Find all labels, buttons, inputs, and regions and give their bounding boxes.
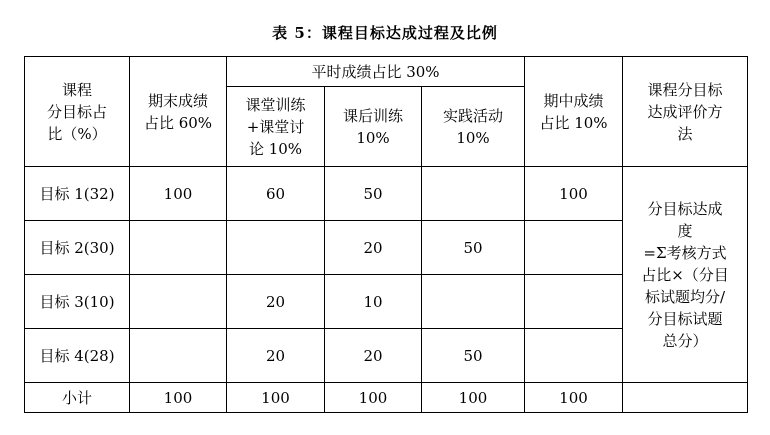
- subtotal-after: 100: [325, 383, 422, 413]
- table-caption: 表 5：课程目标达成过程及比例: [272, 24, 498, 42]
- cell-practice: [422, 275, 525, 329]
- subtotal-label: 小计: [25, 383, 130, 413]
- header-target-share: 课程 分目标占 比（%）: [25, 57, 130, 167]
- cell-after: 50: [325, 167, 422, 221]
- row-label: 目标 1(32): [25, 167, 130, 221]
- subtotal-practice: 100: [422, 383, 525, 413]
- cell-midterm: [525, 275, 623, 329]
- row-label: 目标 2(30): [25, 221, 130, 275]
- header-usual-score-group: 平时成绩占比 30%: [227, 57, 525, 87]
- subtotal-class: 100: [227, 383, 325, 413]
- cell-class: 20: [227, 329, 325, 383]
- cell-practice: [422, 167, 525, 221]
- table-row: [25, 167, 748, 221]
- header-midterm: 期中成绩 占比 10%: [525, 57, 623, 167]
- row-label: 目标 3(10): [25, 275, 130, 329]
- subtotal-row: [25, 383, 748, 413]
- cell-practice: 50: [422, 329, 525, 383]
- subtotal-midterm: 100: [525, 383, 623, 413]
- row-label: 目标 4(28): [25, 329, 130, 383]
- header-after-class-training: 课后训练 10%: [325, 87, 422, 167]
- cell-final: [130, 329, 227, 383]
- cell-practice: 50: [422, 221, 525, 275]
- target-achievement-table: [24, 56, 748, 413]
- cell-class: 20: [227, 275, 325, 329]
- cell-class: 60: [227, 167, 325, 221]
- cell-midterm: 100: [525, 167, 623, 221]
- header-practice-activity: 实践活动 10%: [422, 87, 525, 167]
- evaluation-method-formula: 分目标达成 度 =Σ考核方式 占比×（分目 标试题均分/ 分目标试题 总分）: [623, 167, 748, 383]
- header-class-training: 课堂训练 +课堂讨 论 10%: [227, 87, 325, 167]
- cell-final: 100: [130, 167, 227, 221]
- header-final-exam: 期末成绩 占比 60%: [130, 57, 227, 167]
- subtotal-method: [623, 383, 748, 413]
- cell-midterm: [525, 221, 623, 275]
- cell-after: 10: [325, 275, 422, 329]
- cell-class: [227, 221, 325, 275]
- cell-after: 20: [325, 329, 422, 383]
- cell-after: 20: [325, 221, 422, 275]
- cell-final: [130, 275, 227, 329]
- cell-midterm: [525, 329, 623, 383]
- cell-final: [130, 221, 227, 275]
- header-evaluation-method: 课程分目标 达成评价方 法: [623, 57, 748, 167]
- subtotal-final: 100: [130, 383, 227, 413]
